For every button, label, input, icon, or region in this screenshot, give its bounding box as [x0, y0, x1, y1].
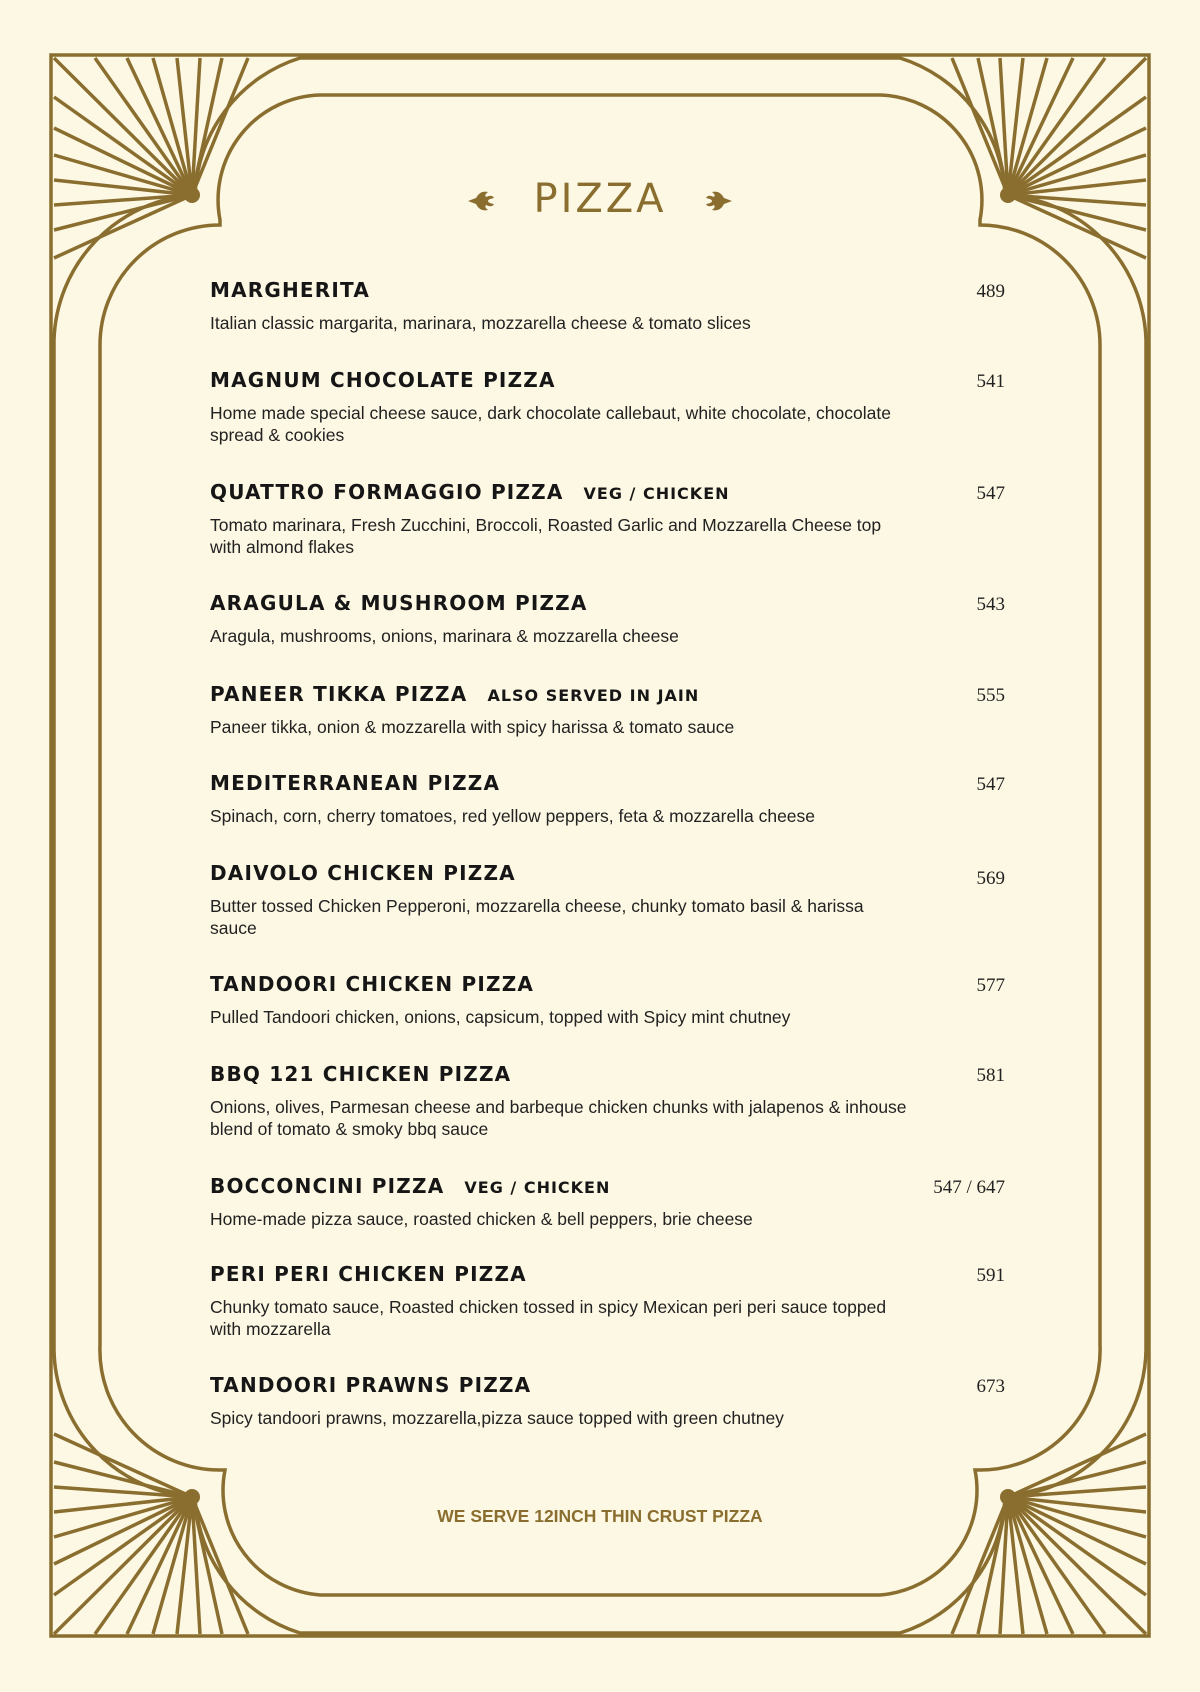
item-description: Tomato marinara, Fresh Zucchini, Broccoli, Roasted Garlic and Mozzarella Cheese top with almond flakes	[210, 515, 882, 557]
item-name: MARGHERITA	[210, 278, 371, 302]
item-price: 591	[976, 1265, 1005, 1286]
item-name: PERI PERI CHICKEN PIZZA	[210, 1262, 527, 1286]
item-name: ARAGULA & MUSHROOM PIZZA	[210, 591, 588, 615]
menu-item	[210, 278, 1005, 334]
menu-item	[210, 1373, 1005, 1429]
item-price: 547	[976, 774, 1005, 795]
item-description: Home-made pizza sauce, roasted chicken & bell peppers, brie cheese	[210, 1209, 753, 1229]
footer-note: WE SERVE 12INCH THIN CRUST PIZZA	[437, 1506, 763, 1526]
menu-title	[0, 176, 1200, 222]
menu-item	[210, 480, 1005, 558]
item-price: 547 / 647	[933, 1177, 1005, 1198]
item-tag: VEG / CHICKEN	[464, 1178, 611, 1197]
fleuron-left-icon	[466, 188, 496, 214]
item-description: Spicy tandoori prawns, mozzarella,pizza sauce topped with green chutney	[210, 1408, 784, 1428]
item-tag: VEG / CHICKEN	[583, 484, 730, 503]
item-description: Italian classic margarita, marinara, mozzarella cheese & tomato slices	[210, 313, 751, 333]
item-description: Aragula, mushrooms, onions, marinara & mozzarella cheese	[210, 626, 679, 646]
menu-item	[210, 682, 1005, 738]
menu-item	[210, 368, 1005, 446]
item-name: DAIVOLO CHICKEN PIZZA	[210, 861, 516, 885]
item-description: Home made special cheese sauce, dark chocolate callebaut, white chocolate, chocolate spread & cookies	[210, 403, 891, 445]
item-name: TANDOORI PRAWNS PIZZA	[210, 1373, 532, 1397]
item-name: BBQ 121 CHICKEN PIZZA	[210, 1062, 512, 1086]
item-price: 581	[976, 1065, 1005, 1086]
item-price: 541	[976, 371, 1005, 392]
item-description: Spinach, corn, cherry tomatoes, red yellow peppers, feta & mozzarella cheese	[210, 806, 816, 826]
item-name: QUATTRO FORMAGGIO PIZZA	[210, 480, 564, 504]
item-price: 489	[976, 281, 1005, 302]
item-name: TANDOORI CHICKEN PIZZA	[210, 972, 535, 996]
fleuron-right-icon	[704, 188, 734, 214]
title-text: PIZZA	[533, 176, 667, 222]
menu-item	[210, 861, 1005, 939]
item-description: Paneer tikka, onion & mozzarella with spicy harissa & tomato sauce	[210, 717, 735, 737]
item-description: Onions, olives, Parmesan cheese and barbeque chicken chunks with jalapenos & inhouse blend of tomato & smoky bbq sauce	[210, 1097, 907, 1139]
item-name: MEDITERRANEAN PIZZA	[210, 771, 501, 795]
menu-item	[210, 1262, 1005, 1340]
item-name: BOCCONCINI PIZZA	[210, 1174, 445, 1198]
item-price: 547	[976, 483, 1005, 504]
item-price: 673	[976, 1376, 1005, 1397]
item-price: 543	[976, 594, 1005, 615]
item-price: 577	[976, 975, 1005, 996]
menu-item	[210, 972, 1005, 1028]
item-price: 555	[976, 685, 1005, 706]
item-price: 569	[976, 868, 1005, 889]
menu-item	[210, 591, 1005, 647]
menu-item	[210, 1062, 1005, 1140]
menu-item	[210, 1174, 1005, 1230]
item-description: Chunky tomato sauce, Roasted chicken tossed in spicy Mexican peri peri sauce topped with mozzarella	[210, 1297, 887, 1339]
menu-item	[210, 771, 1005, 827]
item-description: Pulled Tandoori chicken, onions, capsicum, topped with Spicy mint chutney	[210, 1007, 791, 1027]
item-name: MAGNUM CHOCOLATE PIZZA	[210, 368, 556, 392]
item-description: Butter tossed Chicken Pepperoni, mozzarella cheese, chunky tomato basil & harissa sauce	[210, 896, 864, 938]
item-tag: ALSO SERVED IN JAIN	[487, 686, 700, 705]
item-name: PANEER TIKKA PIZZA	[210, 682, 468, 706]
